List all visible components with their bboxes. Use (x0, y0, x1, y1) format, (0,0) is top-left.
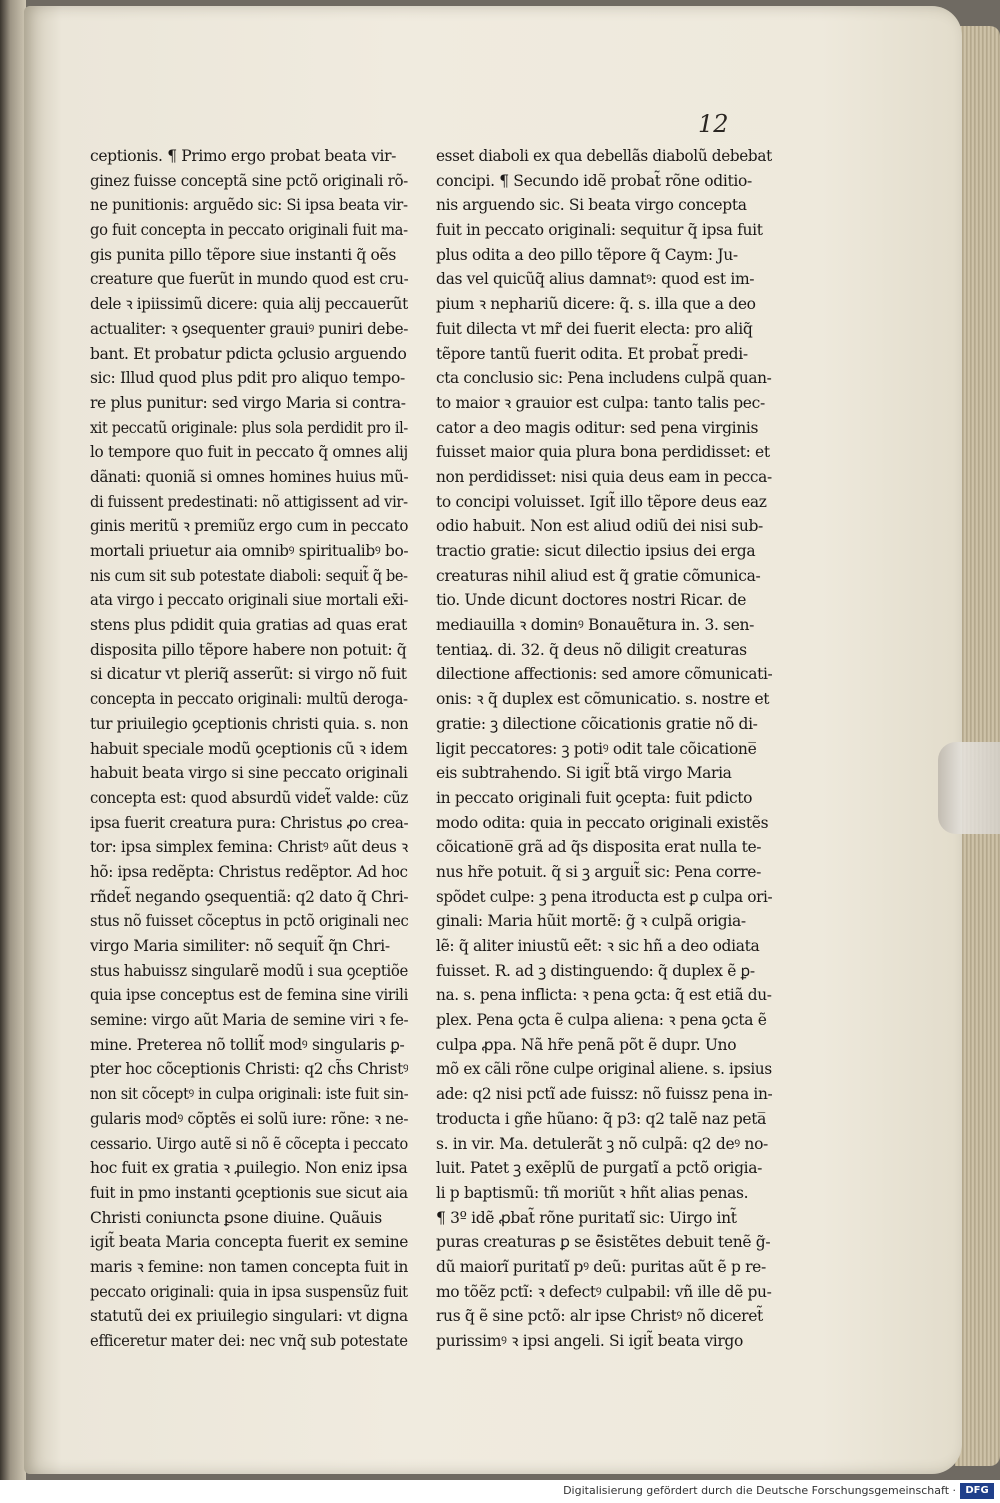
text-line: s. in vir. Ma. detulerãt ꝫ nõ culpã: q2 deꝰ no- (436, 1134, 768, 1153)
text-line: ginez fuisse conceptã sine pctõ originali rõ- (90, 171, 408, 190)
text-line: xit peccatũ originale: plus sola perdidit pro il- (90, 418, 408, 437)
text-line: eis subtrahendo. Si igit̃ btã virgo Maria (436, 764, 732, 783)
left-page-edge (0, 0, 26, 1480)
text-line: stus habuissz singularẽ modũ i sua ꝯceptiõe (90, 961, 408, 980)
text-line: spõdet culpe: ꝫ pena itroducta est ꝑ culpa ori- (436, 887, 772, 906)
text-line: nis arguendo sic. Si beata virgo concepta (436, 196, 747, 215)
text-line: rus q̃ ẽ sine pctõ: alr ipse Christꝰ nõ diceret̃ (436, 1307, 763, 1326)
text-line: mortali priuetur aia omnibꝰ spiritualibꝰ bo- (90, 542, 408, 560)
text-line: non perdidisset: nisi quia deus eam in pecca- (436, 467, 772, 486)
text-line: culpa ꝓpa. Nã hr̃e penã põt ẽ dupr. Uno (436, 1035, 737, 1054)
text-line: tẽpore tantũ fuerit odita. Et probat̃ predi- (436, 344, 748, 363)
text-line: nis cum sit sub potestate diaboli: sequit̃ q̃ be- (90, 566, 408, 585)
text-line: in peccato originali fuit ꝯcepta: fuit pdicto (436, 788, 753, 807)
text-line: efficeretur mater dei: nec vnq̃ sub potestate (90, 1332, 408, 1350)
text-line: disposita pillo tẽpore habere non potuit: q̃ (90, 640, 407, 659)
digitization-footer (0, 1480, 1000, 1503)
text-line: hõ: ipsa redẽpta: Christus redẽptor. Ad hoc (90, 862, 408, 881)
text-line: fuisset. R. ad ꝫ distinguendo: q̃ duplex ẽ ꝑ- (436, 961, 755, 980)
text-line: mine. Preterea nõ tollit̃ modꝰ singularis ꝑ- (90, 1035, 405, 1054)
text-line: rñdet̃ negando ꝯsequentiã: q2 dato q̃ Chri- (90, 887, 408, 906)
text-line: ceptionis. ¶ Primo ergo probat beata vir- (90, 147, 397, 165)
footer-credit: Digitalisierung gefördert durch die Deutsche Forschungsgemeinschaft · (563, 1484, 956, 1497)
folio-number: 12 (698, 110, 729, 138)
text-line: ipsa fuerit creatura pura: Christus ꝓo crea- (90, 813, 408, 832)
text-line: ata virgo i peccato originali siue mortali ex̄i- (90, 591, 408, 610)
text-line: re plus punitur: sed virgo Maria si contra- (90, 393, 406, 412)
text-line: nus hr̃e potuit. q̃ si ꝫ arguit̃ sic: Pena corre- (436, 862, 761, 881)
text-line: mo tõẽz pctĩ: ꝛ defectꝰ culpabil: vñ ille dẽ pu- (436, 1282, 772, 1301)
text-line: modo odita: quia in peccato originali existẽs (436, 813, 769, 832)
text-line: to maior ꝛ grauior est culpa: tanto talis pec- (436, 393, 765, 412)
text-line: das vel quicũq̃ alius damnatꝰ: quod est im- (436, 270, 755, 289)
text-line: maris ꝛ femine: non tamen concepta fuit in (90, 1257, 408, 1276)
text-line: ade: q2 nisi pctĩ ade fuissz: nõ fuissz pena in- (436, 1085, 772, 1104)
text-line: tor: ipsa simplex femina: Christꝰ aũt deus ꝛ (90, 838, 408, 857)
text-line: stus nõ fuisset cõceptus in pctõ originali nec (90, 912, 408, 931)
text-line: ¶ 3º idẽ ꝓbat̃ rõne puritatĩ sic: Uirgo int̃ (436, 1208, 737, 1227)
text-line: Christi coniuncta ꝑsone diuine. Quãuis (90, 1208, 382, 1227)
text-line: peccato originali: quia in ipsa suspensũz fuit (90, 1282, 408, 1301)
text-line: habuit speciale modũ ꝯceptionis cũ ꝛ idem (90, 739, 408, 758)
text-line: virgo Maria similiter: nõ sequit̃ q̃n Chri- (90, 937, 390, 955)
text-line: fuit dilecta vt mr̃ dei fuerit electa: pro aliq̃ (436, 319, 753, 338)
text-line: quia ipse conceptus est de femina sine virili (90, 986, 408, 1005)
text-line: hoc fuit ex gratia ꝛ ꝓuilegio. Non eniz ipsa (90, 1159, 408, 1178)
text-line: cta conclusio sic: Pena includens culpã quan- (436, 369, 772, 388)
text-line: sic: Illud quod plus pdit pro aliquo tempo- (90, 369, 405, 388)
page-clip (938, 742, 1000, 834)
text-line: onis: ꝛ q̃ duplex est cõmunicatio. s. nostre et (436, 690, 770, 709)
text-line: luit. Patet ꝫ exẽplũ de purgatĩ a pctõ origia- (436, 1159, 763, 1178)
text-line: di fuissent predestinati: nõ attigissent ad vir- (90, 492, 408, 511)
text-line: ne punitionis: arguẽdo sic: Si ipsa beata vir- (90, 196, 408, 215)
text-line: gularis modꝰ cõptẽs ei solũ iure: rõne: ꝛ ne- (90, 1109, 408, 1128)
text-line: na. s. pena inflicta: ꝛ pena ꝯcta: q̃ est etiã du- (436, 986, 772, 1005)
text-line: pium ꝛ nephariũ dicere: q̃. s. illa que a deo (436, 295, 756, 314)
text-line: cessario. Uirgo autẽ si nõ ẽ cõcepta i peccato (90, 1134, 408, 1153)
text-line: ligit peccatores: ꝫ potiꝰ odit tale cõicatione̅ (436, 739, 757, 758)
text-line: bant. Et probatur pdicta ꝯclusio arguendo (90, 344, 407, 363)
text-line: go fuit concepta in peccato originali fuit ma- (90, 221, 408, 240)
text-line: fuit in peccato originali: sequitur q̃ ipsa fuit (436, 221, 763, 240)
text-line: lẽ: q̃ aliter iniustũ eẽt: ꝛ sic hñ a deo odiata (436, 937, 760, 955)
text-line: li p baptismũ: tñ moriũt ꝛ hñt alias penas. (436, 1183, 749, 1202)
text-line: concepta est: quod absurdũ videt̃ valde: cũz (90, 788, 408, 807)
text-line: creature que fuerũt in mundo quod est cru- (90, 270, 408, 289)
text-line: cator a deo magis oditur: sed pena virginis (436, 418, 759, 437)
text-line: si dicatur vt pleriq̃ asserũt: si virgo nõ fuit (90, 665, 407, 684)
text-line: plex. Pena ꝯcta ẽ culpa aliena: ꝛ pena ꝯcta ẽ (436, 1011, 767, 1030)
left-text-column (90, 144, 408, 1354)
text-line: to concipi voluisset. Igit̃ illo tẽpore deus eaz (436, 492, 767, 511)
text-line: dele ꝛ ipiissimũ dicere: quia alij peccauerũt (90, 295, 408, 314)
text-line: dilectione affectionis: sed amore cõmunicati- (436, 665, 772, 684)
text-line: tur priuilegio ꝯceptionis christi quia. s. non (90, 714, 408, 733)
text-line: igit̃ beata Maria concepta fuerit ex semine (90, 1233, 408, 1252)
text-line: ginis meritũ ꝛ premiũz ergo cum in peccato (90, 517, 408, 536)
text-line: statutũ dei ex priuilegio singulari: vt digna (90, 1307, 408, 1326)
text-line: dũ maiorĩ puritatĩ pꝰ deũ: puritas aũt ẽ p re- (436, 1257, 766, 1276)
text-line: concipi. ¶ Secundo idẽ probat̃ rõne oditio- (436, 171, 752, 190)
text-line: plus odita a deo pillo tẽpore q̃ Caym: Ju- (436, 245, 738, 264)
text-line: gis punita pillo tẽpore siue instanti q̃ oẽs (90, 245, 396, 264)
text-line: esset diaboli ex qua debellãs diabolũ debebat (436, 147, 772, 165)
text-line: concepta in peccato originali: multũ deroga- (90, 690, 408, 709)
right-text-column (436, 144, 772, 1354)
text-line: tio. Unde dicunt doctores nostri Ricar. de (436, 591, 747, 610)
text-line: tentiaꝝ. di. 32. q̃ deus nõ diligit creaturas (436, 640, 747, 659)
text-line: actualiter: ꝛ ꝯsequenter grauiꝰ puniri debe- (90, 319, 408, 338)
text-line: troducta i gñe hũano: q̃ p3: q2 talẽ naz peta̅ (436, 1109, 767, 1128)
text-line: habuit beata virgo si sine peccato originali (90, 764, 408, 783)
dfg-logo: DFG (960, 1483, 994, 1499)
text-line: non sit cõceptꝰ in culpa originali: iste fuit sin- (90, 1085, 408, 1104)
text-line: gratie: ꝫ dilectione cõicationis gratie nõ di- (436, 714, 758, 733)
text-line: creaturas nihil aliud est q̃ gratie cõmunica- (436, 566, 761, 585)
text-line: cõicatione̅ grã ad q̃s disposita erat nulla te- (436, 838, 762, 857)
text-line: mõ ex cãli rõne culpe originaĺ aliene. s. ipsius (436, 1060, 772, 1079)
text-line: ginali: Maria hũit mortẽ: g̃ ꝛ culpã origia- (436, 912, 746, 931)
text-line: puras creaturas ꝑ se ẽ̃sistẽtes debuit tenẽ g̃- (436, 1233, 771, 1252)
text-line: purissimꝰ ꝛ ipsi angeli. Si igit̃ beata virgo (436, 1332, 743, 1350)
text-line: semine: virgo aũt Maria de semine viri ꝛ fe- (90, 1011, 408, 1030)
text-line: lo tempore quo fuit in peccato q̃ omnes alij (90, 443, 408, 462)
text-line: dãnati: quoniã si omnes homines huius mũ- (90, 467, 408, 486)
text-line: pter hoc cõceptionis Christi: q2 ch̃s Christꝰ (90, 1060, 408, 1079)
text-line: odio habuit. Non est aliud odiũ dei nisi sub- (436, 517, 763, 536)
text-line: stens plus pdidit quia gratias ad quas erat (90, 616, 407, 635)
text-line: fuit in pmo instanti ꝯceptionis sue sicut aia (90, 1183, 408, 1202)
text-line: tractio gratie: sicut dilectio ipsius dei erga (436, 542, 756, 560)
text-line: fuisset maior quia plura bona perdidisset: et (436, 443, 770, 462)
text-line: mediauilla ꝛ dominꝰ Bonauẽtura in. 3. sen- (436, 616, 755, 635)
